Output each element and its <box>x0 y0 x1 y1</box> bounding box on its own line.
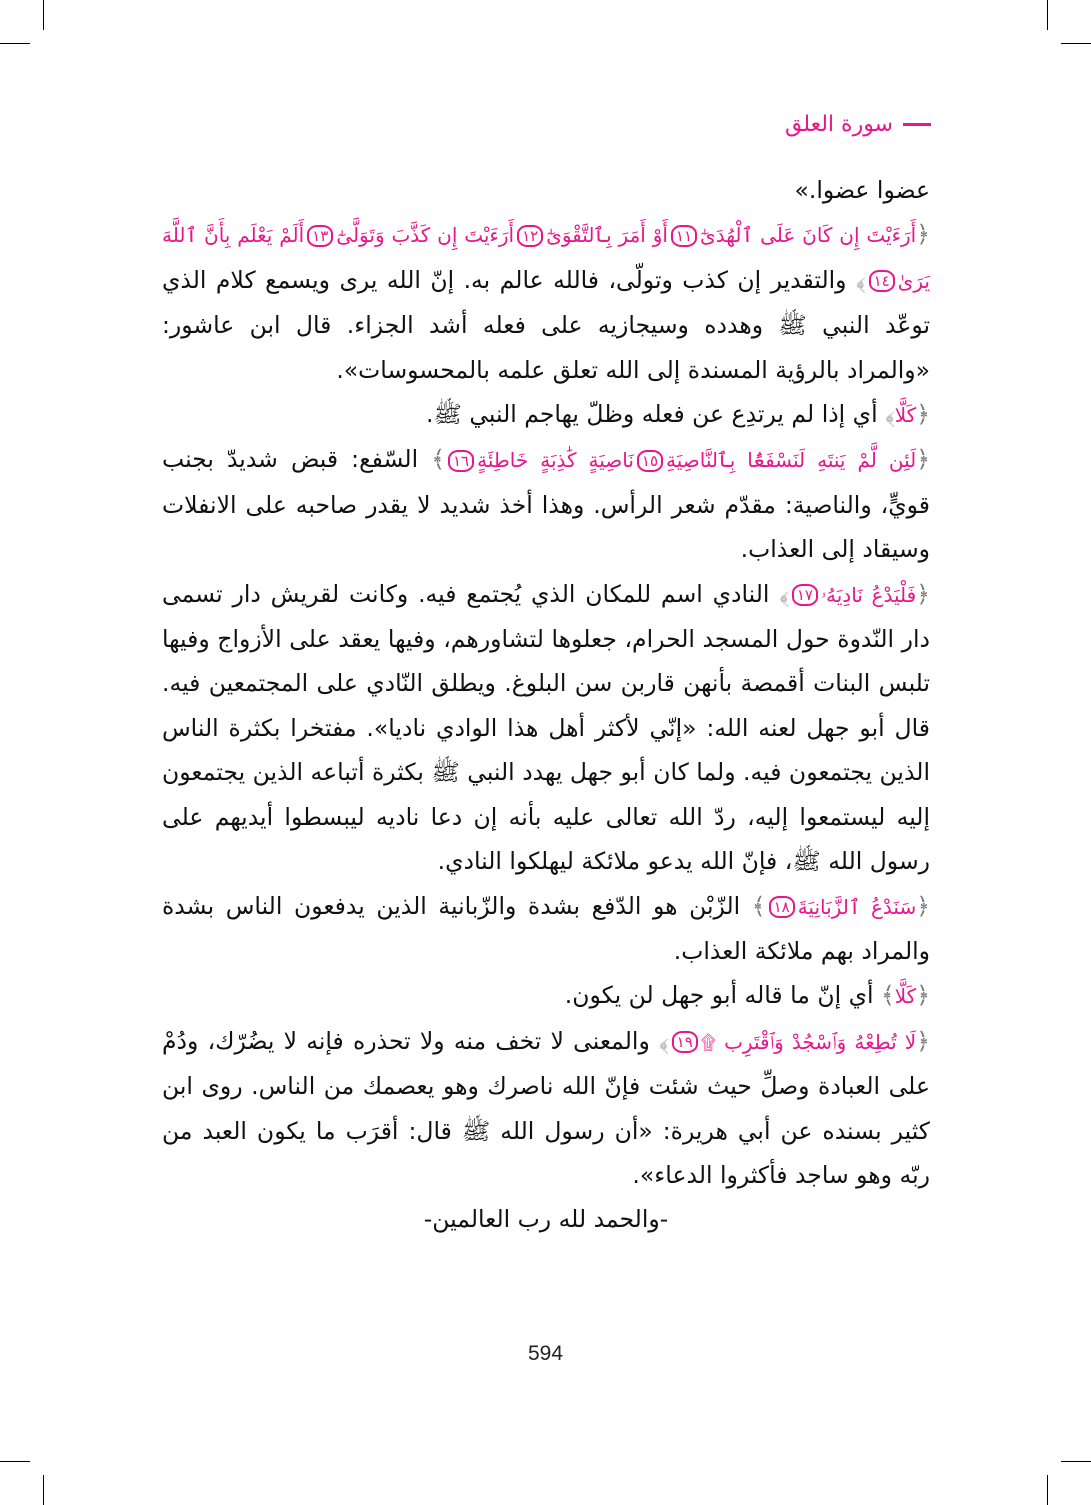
quran-verse: نَاصِيَةٍ كَٰذِبَةٍ خَاطِئَةٍ <box>477 448 634 473</box>
verse-number-marker: ١٩ <box>672 1031 698 1053</box>
verse-number-marker: ١٦ <box>448 450 474 472</box>
quran-verse: كَلَّا <box>894 984 917 1009</box>
quran-verse: أَرَءَيْتَ إِن كَانَ عَلَى ٱلْهُدَىٰٓ <box>700 223 917 248</box>
verse-bracket-close: ﴾ <box>418 445 445 474</box>
verse-number-marker: ١١ <box>671 225 697 247</box>
paragraph <box>162 212 930 392</box>
quran-verse: لَا تُطِعْهُ وَٱسْجُدْ وَٱقْتَرِب ۩ <box>700 1029 917 1054</box>
header-rule <box>903 123 931 126</box>
verse-number-marker: ١٣ <box>307 225 333 247</box>
crop-mark <box>0 43 30 44</box>
quran-verse: أَلَمْ يَعْلَم بِأَنَّ ٱللَّهَ يَرَىٰ <box>162 223 930 293</box>
paragraph <box>162 973 930 1018</box>
paragraph <box>162 1019 930 1198</box>
crop-mark <box>0 1461 30 1462</box>
crop-mark <box>43 0 44 30</box>
crop-mark <box>1047 0 1048 30</box>
closing-line: -والحمد لله رب العالمين- <box>423 1205 669 1234</box>
crop-mark <box>43 1475 44 1505</box>
paragraph <box>162 392 930 437</box>
verse-bracket-close: ﴾ <box>846 265 866 294</box>
surah-title: سورة العلق <box>784 112 893 137</box>
quran-verse: أَرَءَيْتَ إِن كَذَّبَ وَتَوَلَّىٰٓ <box>336 223 515 248</box>
verse-bracket-open: ﴿ <box>916 400 930 429</box>
commentary-text: السّفع: قبض شديدّ بجنب قويٍّ، والناصية: مقدّم شعر الرأس. وهذا أخذ شديد لا يقدر صاحبه على الانفلات وسيقاد إلى العذاب. <box>162 445 930 564</box>
quran-verse: كَلَّا <box>894 403 917 428</box>
commentary-text: النادي اسم للمكان الذي يُجتمع فيه. وكانت لقريش دار تسمى دار النّدوة حول المسجد الحرام، جعلوها لتشاورهم، وفيها يعقد على الأزواج وفيها تلبس البنات أقمصة بأنهن قاربن سن البلوغ. ويطلق النّادي على المجتمعين فيه. قال أبو جهل لعنه الله: «إنّي لأكثر أهل هذا الوادي ناديا». مفتخرا بكثرة الناس الذين يجتمعون فيه. ولما كان أبو جهل يهدد النبي ﷺ بكثرة أتباعه الذين يجتمعون إليه ليستمعوا إليه، ردّ الله تعالى عليه بأنه إن دعا ناديه ليبسطوا أيديهم على رسول الله ﷺ، فإنّ الله يدعو ملائكة ليهلكوا النادي. <box>162 579 930 876</box>
verse-bracket-open: ﴿ <box>916 981 930 1010</box>
commentary-text: والمعنى لا تخف منه ولا تحذره فإنه لا يضُرّك، ودُمْ على العبادة وصلِّ حيث شئت فإنّ الله ناصرك وهو يعصمك من الناس. روى ابن كثير بسنده عن أبي هريرة: «أن رسول الله ﷺ قال: أقرَب ما يكون العبد من ربّه وهو ساجد فأكثروا الدعاء». <box>162 1026 930 1189</box>
commentary-text: عضوا عضوا.» <box>794 176 930 204</box>
commentary-text: الزّبْن هو الدّفع بشدة والزّبانية الذين يدفعون الناس بشدة والمراد بهم ملائكة العذاب. <box>162 891 930 965</box>
verse-bracket-open: ﴿ <box>916 445 930 474</box>
crop-mark <box>1047 1475 1048 1505</box>
paragraph <box>162 572 930 884</box>
verse-bracket-close: ﴾ <box>873 981 895 1010</box>
verse-bracket-close: ﴾ <box>769 579 789 608</box>
verse-number-marker: ١٨ <box>769 896 795 918</box>
paragraph <box>162 437 930 571</box>
paragraph <box>162 168 930 212</box>
verse-bracket-open: ﴿ <box>916 1026 930 1055</box>
quran-verse: فَلْيَدْعُ نَادِيَهُۥ <box>821 582 917 607</box>
crop-mark <box>1061 43 1091 44</box>
running-header <box>785 112 931 137</box>
verse-bracket-close: ﴾ <box>877 400 895 429</box>
verse-bracket-open: ﴿ <box>916 891 930 920</box>
verse-bracket-close: ﴾ <box>740 891 766 920</box>
verse-bracket-open: ﴿ <box>916 220 930 249</box>
quran-verse: أَوْ أَمَرَ بِٱلتَّقْوَىٰٓ <box>546 223 668 248</box>
verse-number-marker: ١٥ <box>637 450 663 472</box>
quran-verse: سَنَدْعُ ٱلزَّبَانِيَةَ <box>797 894 917 919</box>
crop-mark <box>1061 1461 1091 1462</box>
commentary-text: أي إذا لم يرتدِع عن فعله وظلّ يهاجم النبي ﷺ. <box>426 400 878 429</box>
verse-number-marker: ١٢ <box>517 225 543 247</box>
verse-number-marker: ١٧ <box>792 584 818 606</box>
paragraph <box>162 884 930 974</box>
commentary-text: والتقدير إن كذب وتولّى، فالله عالم به. إنّ الله يرى ويسمع كلام الذي توعّد النبي ﷺ وهدده وسيجازيه على فعله أشد الجزاء. قال ابن عاشور: «والمراد بالرؤية المسندة إلى الله تعلق علمه بالمحسوسات». <box>162 265 930 384</box>
page-number: 594 <box>527 1342 564 1365</box>
verse-number-marker: ١٤ <box>869 270 895 292</box>
body-text <box>162 168 930 1242</box>
verse-bracket-close: ﴾ <box>649 1026 669 1055</box>
commentary-text: أي إنّ ما قاله أبو جهل لن يكون. <box>564 981 874 1010</box>
verse-bracket-open: ﴿ <box>916 579 930 608</box>
quran-verse: لَئِن لَّمْ يَنتَهِ لَنَسْفَعًۢا بِٱلنَّاصِيَةِ <box>666 448 917 473</box>
